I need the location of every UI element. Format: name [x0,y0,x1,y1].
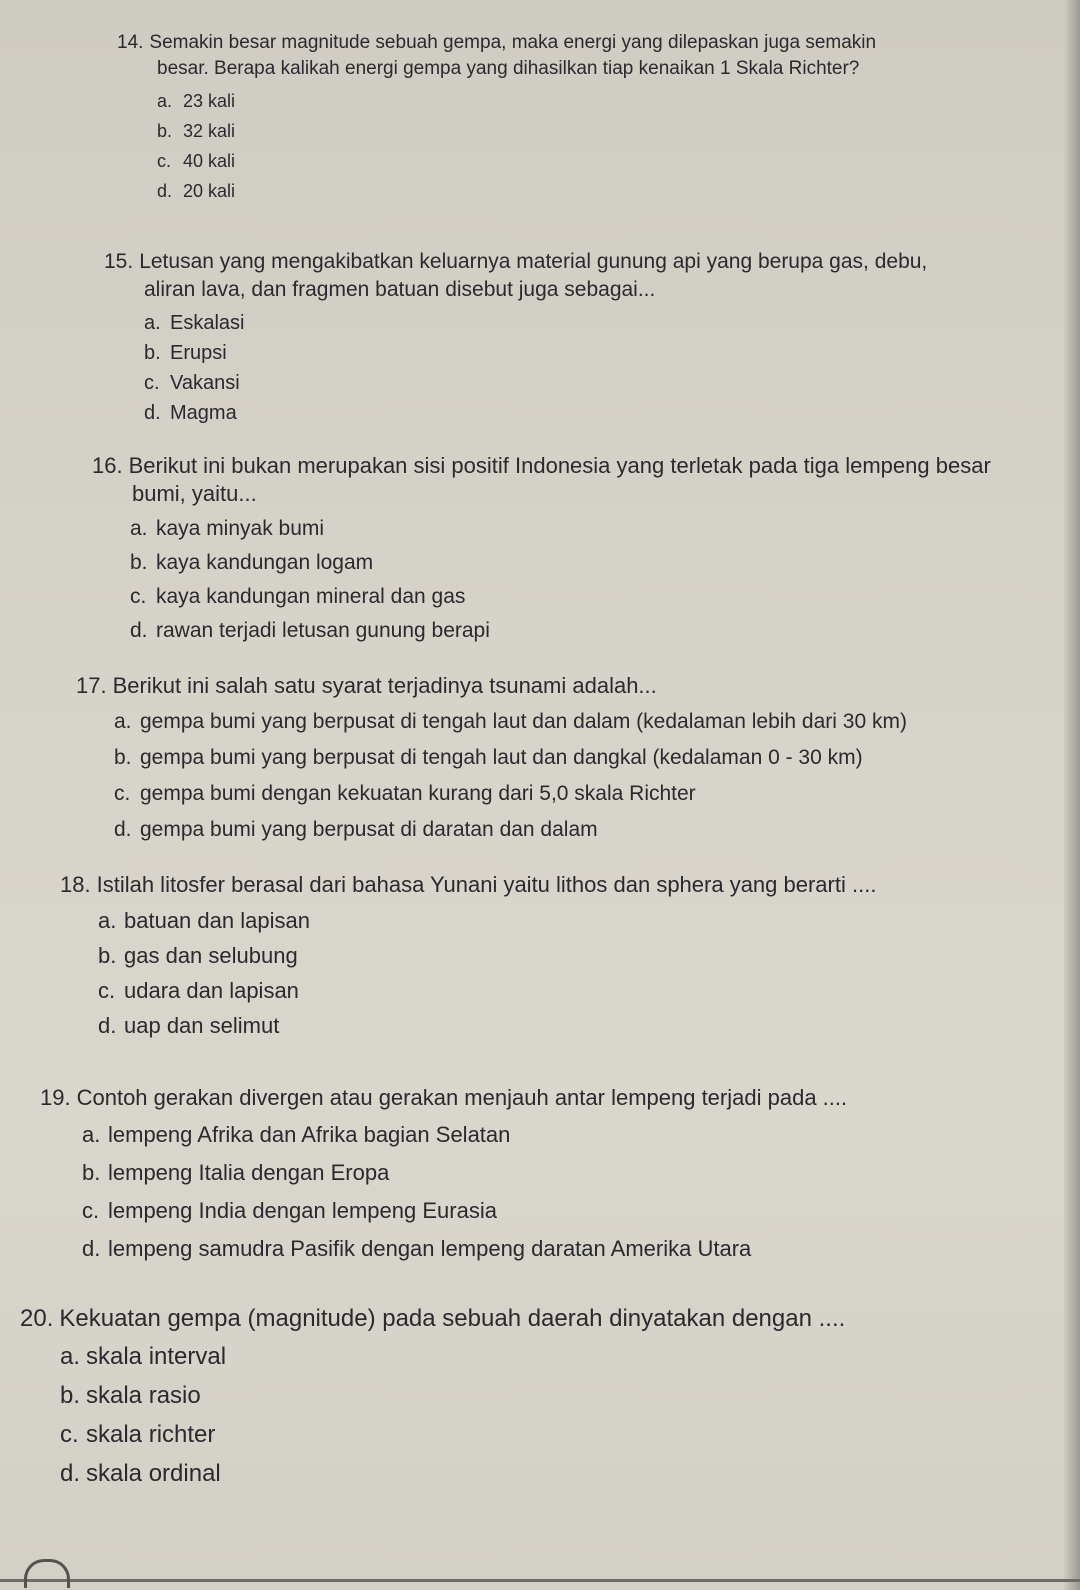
option-d[interactable] [144,398,927,428]
option-letter: a. [98,908,117,933]
option-b[interactable] [157,116,876,146]
option-text: skala richter [86,1421,216,1448]
option-text: batuan dan lapisan [124,908,310,933]
option-d[interactable] [60,1454,845,1493]
question-number: 19. [40,1085,71,1110]
question-14 [117,30,876,206]
option-letter: a. [130,517,148,540]
question-number: 16. [92,453,123,478]
option-letter: c. [60,1421,79,1448]
option-text: lempeng samudra Pasifik dengan lempeng daratan Amerika Utara [108,1236,752,1261]
question-17 [76,672,907,848]
option-c[interactable] [130,580,991,614]
option-a[interactable] [157,86,876,116]
option-b[interactable] [144,338,927,368]
option-a[interactable] [114,704,907,740]
option-text: udara dan lapisan [124,978,299,1003]
option-c[interactable] [114,776,907,812]
option-a[interactable] [144,308,927,338]
option-letter: d. [114,818,132,841]
question-text [60,871,876,899]
option-text: kaya kandungan logam [156,551,374,574]
option-text: 32 kali [183,121,236,141]
option-b[interactable] [60,1376,845,1415]
option-letter: c. [130,585,147,608]
option-d[interactable] [82,1230,847,1268]
question-line: Contoh gerakan divergen atau gerakan menjauh antar lempeng terjadi pada .... [76,1085,848,1110]
option-c[interactable] [82,1192,847,1230]
options-list [82,1116,847,1268]
option-letter: a. [144,312,161,334]
option-text: kaya kandungan mineral dan gas [156,585,466,608]
question-19 [40,1084,847,1268]
options-list [130,512,991,648]
option-text: 23 kali [183,91,236,111]
question-16 [92,452,991,648]
option-text: Vakansi [170,372,240,394]
paper-edge [1064,0,1080,1590]
options-list [98,903,876,1043]
question-number: 14. [117,32,144,53]
option-letter: c. [144,372,160,394]
option-c[interactable] [144,368,927,398]
question-text [76,672,907,700]
question-text [20,1305,845,1333]
options-list [114,704,907,848]
question-line: Kekuatan gempa (magnitude) pada sebuah daerah dinyatakan dengan .... [59,1305,846,1332]
option-letter: a. [60,1343,81,1370]
options-list [60,1337,845,1493]
option-text: skala ordinal [86,1460,221,1487]
option-text: gempa bumi dengan kekuatan kurang dari 5,0 skala Richter [140,782,696,805]
question-number: 17. [76,673,107,698]
question-line: Semakin besar magnitude sebuah gempa, maka energi yang dilepaskan juga semakin [149,32,877,53]
question-number: 15. [104,250,134,273]
question-18 [60,871,876,1043]
option-b[interactable] [130,546,991,580]
option-a[interactable] [98,903,876,938]
option-letter: d. [98,1013,117,1038]
question-line: besar. Berapa kalikah energi gempa yang dihasilkan tiap kenaikan 1 Skala Richter? [157,58,860,79]
option-text: skala interval [86,1343,227,1370]
option-text: lempeng Afrika dan Afrika bagian Selatan [108,1122,511,1147]
option-b[interactable] [114,740,907,776]
option-text: Magma [170,402,237,424]
question-text [40,1084,847,1112]
options-list [157,86,876,206]
option-c[interactable] [157,146,876,176]
option-letter: b. [60,1382,81,1409]
question-text [92,452,991,508]
option-c[interactable] [98,973,876,1008]
option-d[interactable] [130,614,991,648]
option-letter: d. [157,181,173,201]
question-line: Istilah litosfer berasal dari bahasa Yunani yaitu lithos dan sphera yang berarti .... [96,872,877,897]
option-text: gempa bumi yang berpusat di tengah laut dan dangkal (kedalaman 0 - 30 km) [140,746,863,769]
option-letter: d. [82,1236,101,1261]
option-letter: b. [82,1160,101,1185]
question-line: aliran lava, dan fragmen batuan disebut juga sebagai... [144,278,656,301]
option-text: Erupsi [170,342,227,364]
option-text: gas dan selubung [124,943,298,968]
option-text: gempa bumi yang berpusat di daratan dan dalam [140,818,598,841]
question-number: 20. [20,1305,54,1332]
question-text [117,30,876,82]
option-text: kaya minyak bumi [156,517,325,540]
option-letter: c. [82,1198,100,1223]
option-letter: c. [114,782,131,805]
option-letter: b. [98,943,117,968]
options-list [144,308,927,428]
option-d[interactable] [157,176,876,206]
option-text: rawan terjadi letusan gunung berapi [156,619,490,642]
option-letter: a. [114,710,132,733]
option-letter: d. [144,402,161,424]
option-letter: c. [157,151,172,171]
option-letter: d. [130,619,148,642]
option-letter: a. [82,1122,101,1147]
option-letter: d. [60,1460,81,1487]
option-text: skala rasio [86,1382,201,1409]
option-letter: a. [157,91,173,111]
question-line: bumi, yaitu... [132,481,257,506]
option-text: gempa bumi yang berpusat di tengah laut dan dalam (kedalaman lebih dari 30 km) [140,710,907,733]
option-a[interactable] [82,1116,847,1154]
option-text: lempeng India dengan lempeng Eurasia [108,1198,497,1223]
question-number: 18. [60,872,91,897]
binder-ring-icon [24,1559,70,1588]
option-a[interactable] [60,1337,845,1376]
option-b[interactable] [98,938,876,973]
question-text [104,248,927,304]
option-text: 40 kali [183,151,236,171]
question-line: Berikut ini salah satu syarat terjadinya tsunami adalah... [112,673,657,698]
option-letter: b. [114,746,132,769]
bottom-rule [0,1579,1080,1582]
question-20 [20,1305,845,1493]
option-letter: b. [157,121,173,141]
option-text: lempeng Italia dengan Eropa [108,1160,390,1185]
option-a[interactable] [130,512,991,546]
option-b[interactable] [82,1154,847,1192]
option-letter: c. [98,978,116,1003]
question-15 [104,248,927,428]
option-text: 20 kali [183,181,236,201]
option-d[interactable] [98,1008,876,1043]
option-d[interactable] [114,812,907,848]
option-letter: b. [130,551,148,574]
option-letter: b. [144,342,161,364]
option-c[interactable] [60,1415,845,1454]
option-text: Eskalasi [170,312,245,334]
option-text: uap dan selimut [124,1013,280,1038]
question-line: Berikut ini bukan merupakan sisi positif Indonesia yang terletak pada tiga lempeng besar [128,453,991,478]
question-line: Letusan yang mengakibatkan keluarnya material gunung api yang berupa gas, debu, [139,250,928,273]
